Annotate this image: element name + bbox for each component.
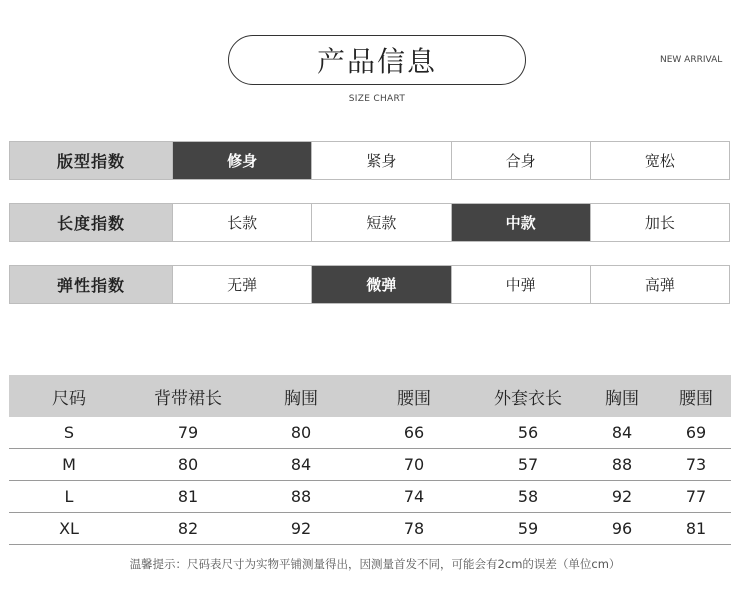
table-cell: 77 <box>685 487 707 506</box>
table-cell: 92 <box>611 487 633 506</box>
table-cell: 82 <box>177 519 199 538</box>
table-cell: 58 <box>517 487 539 506</box>
index-option: 中款 <box>451 204 590 241</box>
index-option: 中弹 <box>451 266 590 303</box>
index-label: 版型指数 <box>10 142 172 179</box>
table-cell: 84 <box>611 423 633 442</box>
column-header: 胸围 <box>605 388 639 409</box>
table-cell: M <box>62 455 76 474</box>
table-row <box>9 513 731 545</box>
column-header: 腰围 <box>397 388 431 409</box>
index-option: 长款 <box>172 204 311 241</box>
index-option: 修身 <box>172 142 311 179</box>
table-cell: 59 <box>517 519 539 538</box>
table-cell: 70 <box>403 455 425 474</box>
index-label: 弹性指数 <box>10 266 172 303</box>
table-cell: 69 <box>685 423 707 442</box>
column-header: 尺码 <box>52 388 86 409</box>
index-option: 短款 <box>311 204 450 241</box>
table-cell: 73 <box>685 455 707 474</box>
table-cell: 66 <box>403 423 425 442</box>
table-cell: 81 <box>177 487 199 506</box>
table-cell: 80 <box>177 455 199 474</box>
table-row <box>9 481 731 513</box>
index-option: 紧身 <box>311 142 450 179</box>
fit-index-row <box>9 141 730 180</box>
table-cell: 88 <box>290 487 312 506</box>
table-cell: S <box>63 423 75 442</box>
table-cell: 79 <box>177 423 199 442</box>
page-title: 产品信息 <box>228 35 526 85</box>
page-subtitle: SIZE CHART <box>348 94 406 104</box>
table-cell: 84 <box>290 455 312 474</box>
table-cell: 78 <box>403 519 425 538</box>
table-row <box>9 449 731 481</box>
new-arrival-tag: NEW ARRIVAL <box>660 55 723 65</box>
table-cell: XL <box>59 519 79 538</box>
table-cell: 80 <box>290 423 312 442</box>
table-cell: 56 <box>517 423 539 442</box>
table-cell: 92 <box>290 519 312 538</box>
elasticity-index-row <box>9 265 730 304</box>
measurement-note: 温馨提示：尺码表尺寸为实物平铺测量得出，因测量首发不同，可能会有2cm的误差（单位cm） <box>129 557 621 571</box>
length-index-row <box>9 203 730 242</box>
table-cell: L <box>64 487 74 506</box>
table-cell: 57 <box>517 455 539 474</box>
table-cell: 74 <box>403 487 425 506</box>
index-label: 长度指数 <box>10 204 172 241</box>
index-option: 加长 <box>590 204 729 241</box>
size-table-header <box>9 375 731 417</box>
index-option: 宽松 <box>590 142 729 179</box>
column-header: 外套衣长 <box>494 388 562 409</box>
column-header: 腰围 <box>679 388 713 409</box>
table-cell: 81 <box>685 519 707 538</box>
index-option: 合身 <box>451 142 590 179</box>
table-cell: 96 <box>611 519 633 538</box>
table-cell: 88 <box>611 455 633 474</box>
index-option: 无弹 <box>172 266 311 303</box>
column-header: 背带裙长 <box>154 388 222 409</box>
column-header: 胸围 <box>284 388 318 409</box>
size-table <box>9 375 731 545</box>
index-option: 微弹 <box>311 266 450 303</box>
table-row <box>9 417 731 449</box>
index-option: 高弹 <box>590 266 729 303</box>
